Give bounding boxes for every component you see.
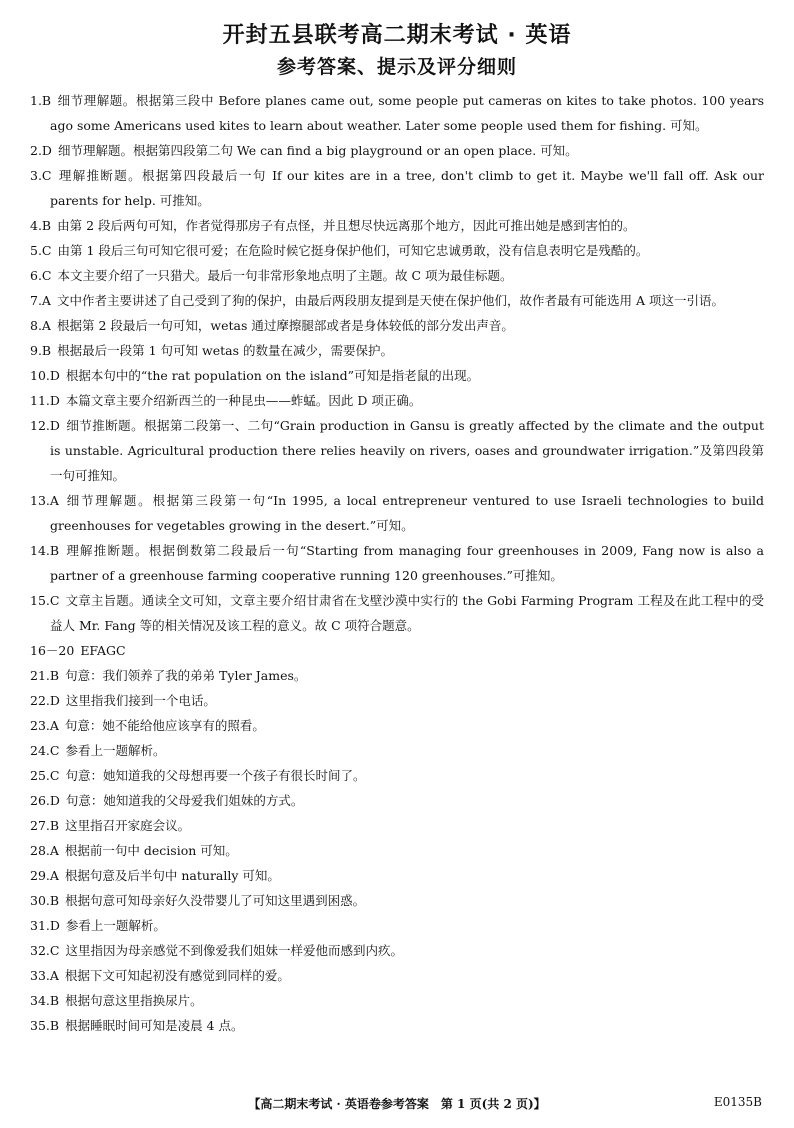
page-footer: 【高二期末考试 · 英语卷参考答案 第 1 页(共 2 页)】 bbox=[248, 1097, 546, 1111]
answer-explanation: 根据第 2 段最后一句可知，wetas 通过摩擦腿部或者是身体较低的部分发出声音。 bbox=[56, 318, 514, 333]
answer-explanation: 参看上一题解析。 bbox=[65, 918, 166, 933]
answer-explanation: 句意：她知道我的父母想再要一个孩子有很长时间了。 bbox=[65, 768, 366, 783]
page-subtitle: 参考答案、提示及评分细则 bbox=[276, 56, 517, 78]
answer-explanation: 由第 1 段后三句可知它很可爱；在危险时候它挺身保护他们，可知它忠诚勇敢，没有信息表明它是残酷的。 bbox=[57, 243, 649, 258]
answer-number: 31.D bbox=[30, 918, 60, 933]
answer-number: 3.C bbox=[30, 168, 52, 183]
page-title: 开封五县联考高二期末考试 · 英语 bbox=[222, 23, 572, 48]
answer-number: 11.D bbox=[30, 393, 60, 408]
answer-explanation: 文章主旨题。通读全文可知，文章主要介绍甘肃省在戈壁沙漠中实行的 the Gobi Farming Program 工程及在此工程中的受益人 Mr. Fang 等的相关情况及该工程的意义。故 C 项符合题意。 bbox=[50, 593, 764, 633]
answer-number: 24.C bbox=[30, 743, 60, 758]
answer-item bbox=[30, 213, 764, 238]
answer-number: 10.D bbox=[30, 368, 60, 383]
answer-explanation: 文中作者主要讲述了自己受到了狗的保护，由最后两段朋友提到是天使在保护他们，故作者最有可能选用 A 项这一引语。 bbox=[56, 293, 724, 308]
answer-item bbox=[30, 163, 764, 213]
answer-explanation: 细节理解题。根据第三段中 Before planes came out, some people put cameras on kites to take photos. 100 years ago some Americans used kites to learn about weather. Later some people used them for fishing. 可知。 bbox=[50, 93, 764, 133]
answer-explanation: 根据下文可知起初没有感觉到同样的爱。 bbox=[64, 968, 290, 983]
answer-explanation: 句意：我们领养了我的弟弟 Tyler James。 bbox=[65, 668, 307, 683]
answer-explanation: 细节理解题。根据第三段第一句“In 1995, a local entrepreneur ventured to use Israeli technologies to build greenhouses for vegetables growing in the desert.”可知。 bbox=[50, 493, 764, 533]
answer-item bbox=[30, 888, 764, 913]
answer-item bbox=[30, 588, 764, 638]
answer-item bbox=[30, 388, 764, 413]
answer-number: 33.A bbox=[30, 968, 59, 983]
answer-number: 7.A bbox=[30, 293, 51, 308]
answer-item bbox=[30, 988, 764, 1013]
answer-number: 8.A bbox=[30, 318, 51, 333]
answer-item bbox=[30, 738, 764, 763]
answer-number: 14.B bbox=[30, 543, 60, 558]
answer-number: 27.B bbox=[30, 818, 60, 833]
answer-number: 9.B bbox=[30, 343, 52, 358]
answer-item bbox=[30, 913, 764, 938]
answer-explanation: 理解推断题。根据第四段最后一句 If our kites are in a tree, don't climb to get it. Maybe we'll fall off. Ask our parents for help. 可推知。 bbox=[50, 168, 764, 208]
answer-item bbox=[30, 963, 764, 988]
answer-item bbox=[30, 663, 764, 688]
answer-explanation: 理解推断题。根据倒数第二段最后一句“Starting from managing four greenhouses in 2009, Fang now is also a partner of a greenhouse farming cooperative running 120 greenhouses.”可推知。 bbox=[50, 543, 764, 583]
answer-explanation: EFAGC bbox=[80, 643, 126, 658]
answer-number: 21.B bbox=[30, 668, 60, 683]
answer-item bbox=[30, 863, 764, 888]
answer-item bbox=[30, 288, 764, 313]
answer-item bbox=[30, 363, 764, 388]
answer-number: 35.B bbox=[30, 1018, 60, 1033]
answer-list bbox=[30, 88, 764, 1038]
answer-item bbox=[30, 138, 764, 163]
answer-explanation: 细节推断题。根据第二段第一、二句“Grain production in Gansu is greatly affected by the climate and the output is unstable. Agricultural production there relies heavily on rivers, oases and groundwater irrigation.”及第四段第一句可推知。 bbox=[50, 418, 764, 483]
answer-number: 32.C bbox=[30, 943, 60, 958]
answer-item bbox=[30, 338, 764, 363]
answer-explanation: 根据前一句中 decision 可知。 bbox=[64, 843, 238, 858]
answer-item bbox=[30, 238, 764, 263]
answer-number: 1.B bbox=[30, 93, 52, 108]
answer-item bbox=[30, 88, 764, 138]
answer-explanation: 根据句意可知母亲好久没带婴儿了可知这里遇到困惑。 bbox=[65, 893, 366, 908]
answer-number: 22.D bbox=[30, 693, 60, 708]
answer-number: 15.C bbox=[30, 593, 60, 608]
answer-item bbox=[30, 838, 764, 863]
answer-explanation: 根据最后一段第 1 句可知 wetas 的数量在减少，需要保护。 bbox=[57, 343, 393, 358]
answer-number: 13.A bbox=[30, 493, 59, 508]
answer-explanation: 根据睡眠时间可知是凌晨 4 点。 bbox=[65, 1018, 244, 1033]
answer-item bbox=[30, 638, 764, 663]
answer-number: 34.B bbox=[30, 993, 60, 1008]
answer-item bbox=[30, 263, 764, 288]
answer-explanation: 根据句意及后半句中 naturally 可知。 bbox=[64, 868, 280, 883]
answer-number: 5.C bbox=[30, 243, 52, 258]
answer-explanation: 这里指召开家庭会议。 bbox=[65, 818, 191, 833]
answer-item bbox=[30, 538, 764, 588]
answer-explanation: 参看上一题解析。 bbox=[65, 743, 166, 758]
answer-explanation: 根据句意这里指换尿片。 bbox=[65, 993, 203, 1008]
answer-explanation: 细节理解题。根据第四段第二句 We can find a big playground or an open place. 可知。 bbox=[57, 143, 578, 158]
answer-item bbox=[30, 713, 764, 738]
answer-explanation: 由第 2 段后两句可知，作者觉得那房子有点怪，并且想尽快远离那个地方，因此可推出她是感到害怕的。 bbox=[57, 218, 636, 233]
answer-number: 28.A bbox=[30, 843, 59, 858]
answer-number: 6.C bbox=[30, 268, 52, 283]
answer-number: 26.D bbox=[30, 793, 60, 808]
answer-item bbox=[30, 688, 764, 713]
answer-number: 4.B bbox=[30, 218, 52, 233]
answer-explanation: 本篇文章主要介绍新西兰的一种昆虫——蚱蜢。因此 D 项正确。 bbox=[65, 393, 422, 408]
answer-explanation: 句意：她不能给他应该享有的照看。 bbox=[64, 718, 265, 733]
answer-number: 25.C bbox=[30, 768, 60, 783]
answer-explanation: 这里指我们接到一个电话。 bbox=[65, 693, 216, 708]
document-code: E0135B bbox=[713, 1095, 762, 1109]
answer-number: 23.A bbox=[30, 718, 59, 733]
answer-number: 2.D bbox=[30, 143, 52, 158]
answer-item bbox=[30, 413, 764, 488]
answer-explanation: 句意：她知道我的父母爱我们姐妹的方式。 bbox=[65, 793, 304, 808]
answer-explanation: 本文主要介绍了一只猎犬。最后一句非常形象地点明了主题。故 C 项为最佳标题。 bbox=[57, 268, 513, 283]
answer-number: 30.B bbox=[30, 893, 60, 908]
answer-item bbox=[30, 763, 764, 788]
answer-explanation: 这里指因为母亲感觉不到像爱我们姐妹一样爱他而感到内疚。 bbox=[65, 943, 403, 958]
answer-number: 16－20 bbox=[30, 643, 75, 658]
answer-item bbox=[30, 788, 764, 813]
answer-item bbox=[30, 313, 764, 338]
answer-item bbox=[30, 813, 764, 838]
answer-number: 29.A bbox=[30, 868, 59, 883]
answer-item bbox=[30, 488, 764, 538]
answer-explanation: 根据本句中的“the rat population on the island”可知是指老鼠的出现。 bbox=[65, 368, 480, 383]
answer-item bbox=[30, 938, 764, 963]
answer-number: 12.D bbox=[30, 418, 60, 433]
answer-item bbox=[30, 1013, 764, 1038]
